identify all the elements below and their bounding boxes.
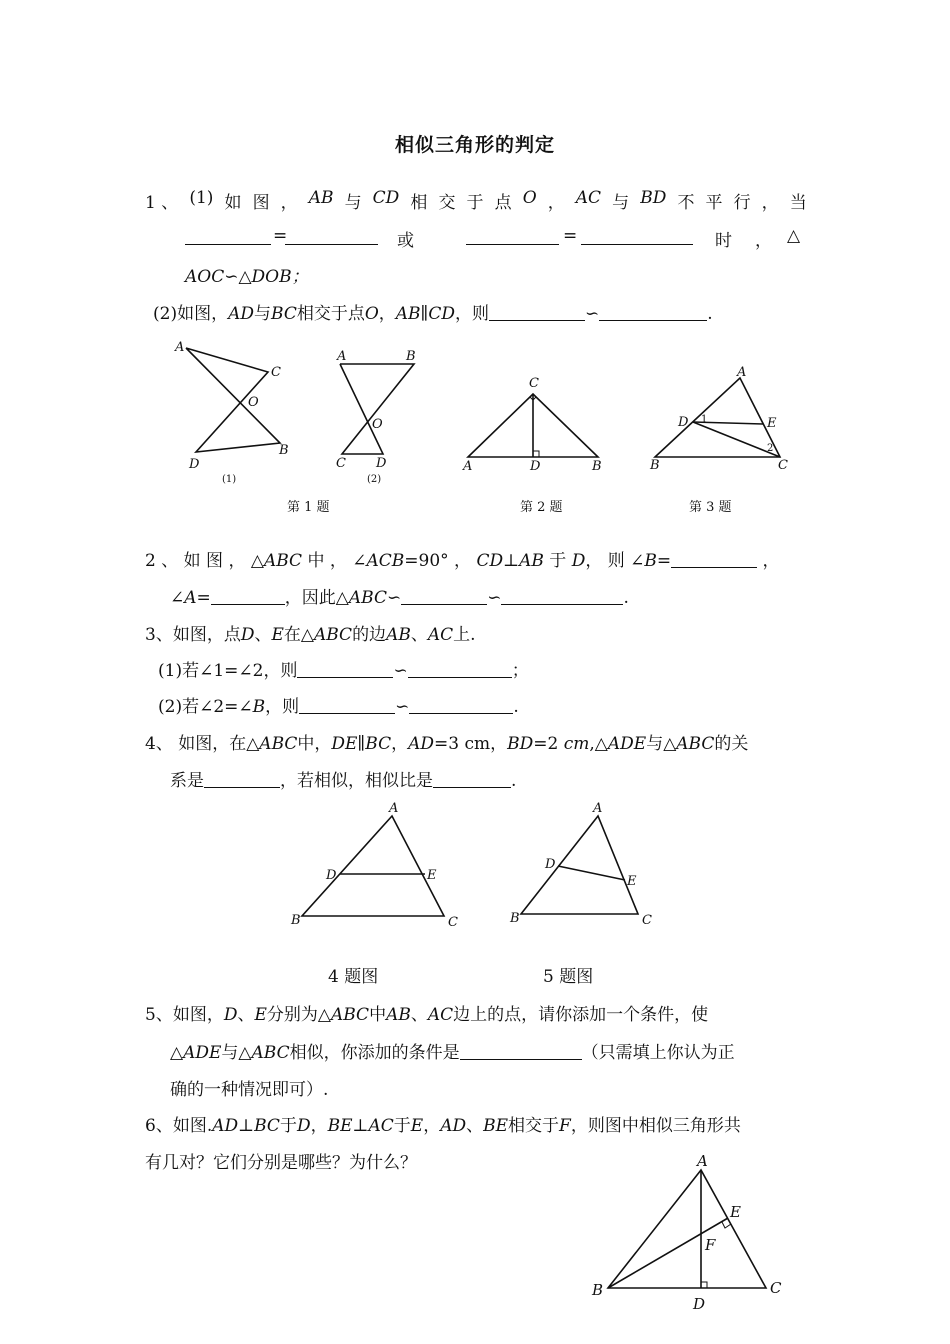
fig1-2-point-o: O — [372, 417, 383, 432]
fig3-point-a: A — [737, 365, 747, 380]
q2-text: ∠A — [170, 588, 197, 608]
fig1-1-label: (1) — [222, 474, 237, 485]
q1-line-1 — [145, 188, 807, 213]
q4-text: BD — [507, 734, 534, 754]
fig6-triangle — [608, 1170, 766, 1288]
figure-3 — [645, 365, 795, 475]
fig6-point-f: F — [705, 1236, 716, 1254]
q2-text: ∽ — [386, 588, 402, 608]
q1-number: 1 、 — [145, 193, 179, 213]
q3-text: 、 — [410, 625, 428, 645]
q2-text: = — [656, 551, 672, 571]
fig1-2-point-c: C — [336, 456, 346, 471]
q6-text: BE — [483, 1116, 509, 1136]
q4-text: . — [511, 771, 517, 791]
fig2-point-d: D — [530, 459, 541, 474]
fig5-point-b: B — [510, 911, 520, 926]
fig4-point-b: B — [291, 913, 301, 928]
q2-line-1 — [145, 546, 780, 571]
fig1-2-point-d: D — [376, 456, 387, 471]
q5-text: AB — [386, 1005, 411, 1025]
q6-line-2: 有几对？它们分别是哪些？为什么？ — [145, 1153, 417, 1173]
fig1-1-point-b: B — [279, 443, 289, 458]
fig1-2-point-b: B — [406, 349, 416, 364]
q3-blank-1[interactable] — [297, 661, 393, 678]
q3-text: . — [513, 697, 519, 717]
q4-blank-1[interactable] — [204, 771, 280, 788]
q1p2-text: 与 — [254, 304, 272, 324]
q2-number: 2 、 — [145, 551, 179, 571]
fig1-1-point-d: D — [189, 457, 200, 472]
q1p2-blank-1[interactable] — [489, 304, 585, 321]
q4-text: ， — [391, 734, 409, 754]
caption-fig4: 4 题图 — [328, 967, 379, 987]
q5-text: D — [223, 1005, 238, 1025]
fig6-point-d: D — [693, 1295, 706, 1313]
fig3-angle-2: 2 — [767, 443, 774, 454]
q6-text: 于 — [393, 1116, 411, 1136]
q1-word: 交 — [438, 193, 456, 213]
q3-text: ，则 — [265, 697, 300, 717]
q1-word: 不 — [677, 193, 695, 213]
q5-text: 5、如图， — [145, 1005, 224, 1025]
q4-text: ADE — [607, 734, 647, 754]
q2-blank-2[interactable] — [211, 588, 285, 605]
q2-text: 中 ， ∠ — [307, 551, 367, 571]
q4-text: ABC — [676, 734, 715, 754]
q1-word: 相 — [410, 193, 428, 213]
q1p2-text: ， — [378, 304, 396, 324]
q1p2-text: . — [707, 304, 713, 324]
q1p2-text: BC — [271, 304, 297, 324]
q1-equals-1: = — [273, 226, 288, 246]
q6-text: D — [296, 1116, 311, 1136]
q5-text: 边上的点，请你添加一个条件，使 — [453, 1005, 709, 1025]
q1-word: 平 — [705, 193, 723, 213]
q1-word: O — [522, 188, 537, 208]
q3-text: ABC — [313, 625, 353, 645]
q1-blank-2[interactable] — [285, 228, 378, 245]
q5-text: ABC — [330, 1005, 370, 1025]
q4-text: DE∥BC — [331, 734, 392, 754]
q3-text: B — [252, 697, 266, 717]
fig1-1-lines — [186, 348, 280, 452]
q2-text: ABC — [263, 551, 303, 571]
q5-text: 分别为△ — [266, 1005, 331, 1025]
q2-text: B — [644, 551, 657, 571]
q3-text: D — [240, 625, 255, 645]
q1-blank-1[interactable] — [185, 228, 271, 245]
q5-line-2 — [170, 1038, 735, 1063]
q4-text: cm — [563, 734, 590, 754]
q1-comma: ， — [755, 231, 772, 251]
q5-text: AC — [427, 1005, 454, 1025]
fig4-point-d: D — [326, 868, 337, 883]
q6-text: 6、如图. — [145, 1116, 213, 1136]
fig5-point-c: C — [642, 913, 652, 928]
q1-word: 于 — [466, 193, 484, 213]
q4-text: ABC — [259, 734, 298, 754]
fig1-1-point-a: A — [175, 340, 185, 355]
q4-text: ，若相似，相似比是 — [280, 771, 433, 791]
q2-text: 于 — [549, 551, 567, 571]
q3-text: (1)若∠1=∠2，则 — [158, 661, 298, 681]
q1-line-3: AOC∽△DOB； — [185, 267, 309, 287]
q1-word: AC — [575, 188, 602, 208]
q2-blank-4[interactable] — [501, 588, 623, 605]
q2-text: =90° ， — [404, 551, 472, 571]
q5-text: 、 — [410, 1005, 428, 1025]
q2-text: ， — [762, 551, 780, 571]
q3-text: 、 — [254, 625, 272, 645]
q2-blank-3[interactable] — [401, 588, 487, 605]
figure-4 — [288, 798, 463, 933]
q1-part2 — [153, 299, 713, 324]
q1-word: 图 — [252, 193, 270, 213]
q6-text: 、 — [466, 1116, 484, 1136]
fig2-point-c: C — [529, 376, 539, 391]
q1p2-text: AB∥CD — [395, 304, 456, 324]
q3-line-1 — [145, 620, 476, 645]
q4-blank-2[interactable] — [433, 771, 511, 788]
q6-text: ， — [423, 1116, 441, 1136]
q1-word: ， — [761, 193, 779, 213]
q1p2-text: (2)如图， — [153, 304, 229, 324]
q1-equals-2: = — [563, 226, 578, 246]
fig5-point-a: A — [593, 801, 603, 816]
fig6-point-b: B — [592, 1281, 604, 1299]
q4-line-2 — [170, 766, 516, 791]
q1-word: 如 — [224, 193, 242, 213]
q2-text: . — [623, 588, 629, 608]
q5-text: E — [254, 1005, 267, 1025]
q1-word: ， — [547, 193, 565, 213]
fig6-point-c: C — [770, 1279, 782, 1297]
q1p2-text: ，则 — [455, 304, 490, 324]
q3-text: AB — [386, 625, 411, 645]
fig1-2-label: (2) — [367, 474, 382, 485]
q6-text: BE⊥AC — [327, 1116, 394, 1136]
q2-line-2 — [170, 583, 629, 608]
q1p2-text: AD — [228, 304, 255, 324]
q1-blank-3[interactable] — [466, 228, 559, 245]
q4-text: ,△ — [589, 734, 608, 754]
q4-text: 4、 如图，在△ — [145, 734, 260, 754]
q4-line-1 — [145, 729, 748, 754]
q6-text: ， — [310, 1116, 328, 1136]
q3-text: AC — [427, 625, 454, 645]
q3-text: E — [271, 625, 284, 645]
q5-text: ADE — [183, 1043, 222, 1063]
q1-blank-4[interactable] — [581, 228, 693, 245]
q3-text: ； — [511, 661, 529, 681]
figure-1-2 — [330, 345, 420, 490]
q6-text: AD⊥BC — [212, 1116, 280, 1136]
q3-part-2 — [158, 692, 519, 717]
q5-text: 、 — [237, 1005, 255, 1025]
fig3-point-c: C — [778, 458, 788, 473]
q5-text: 与△ — [221, 1043, 252, 1063]
q4-text: 的关 — [714, 734, 749, 754]
fig4-point-e: E — [427, 868, 437, 883]
q1-when: 时 — [715, 231, 732, 251]
fig1-1-point-c: C — [271, 365, 281, 380]
fig4-point-a: A — [389, 801, 399, 816]
q1p2-text: 相交于点 — [296, 304, 365, 324]
q5-text: △ — [170, 1043, 184, 1063]
q2-text: D — [571, 551, 586, 571]
q4-text: 与△ — [646, 734, 677, 754]
q5-text: ABC — [251, 1043, 290, 1063]
caption-q1: 第 1 题 — [287, 500, 330, 515]
fig6-right-angle-d — [701, 1282, 707, 1288]
q5-text: 相似，你添加的条件是 — [289, 1043, 460, 1063]
fig5-point-d: D — [545, 857, 556, 872]
q4-text: =2 — [533, 734, 559, 754]
q1p2-blank-2[interactable] — [599, 304, 707, 321]
fig2-point-a: A — [463, 459, 473, 474]
q3-text: (2)若∠2=∠ — [158, 697, 253, 717]
fig3-point-e: E — [767, 416, 777, 431]
q6-text: E — [410, 1116, 424, 1136]
q2-text: ∽ — [487, 588, 502, 608]
q1-word: CD — [372, 188, 400, 208]
page-title: 相似三角形的判定 — [394, 134, 555, 156]
q2-text: ， 则 ∠ — [585, 551, 645, 571]
fig6-point-e: E — [730, 1203, 741, 1221]
fig3-point-b: B — [650, 458, 660, 473]
q4-text: 中， — [297, 734, 332, 754]
fig5-line-de — [558, 866, 625, 880]
q5-text: （只需填上你认为正 — [581, 1043, 735, 1063]
fig3-angle-1: 1 — [701, 414, 708, 425]
q3-text: ∽ — [393, 661, 408, 681]
fig4-point-c: C — [448, 915, 458, 930]
q3-text: 的边 — [352, 625, 387, 645]
q3-blank-4[interactable] — [409, 697, 513, 714]
q5-text: 中 — [369, 1005, 387, 1025]
q6-text: F — [559, 1116, 571, 1136]
q2-text: = — [196, 588, 211, 608]
q5-blank[interactable] — [460, 1043, 582, 1060]
q4-text: AD — [408, 734, 435, 754]
fig5-point-e: E — [627, 874, 637, 889]
q1-word: 行 — [733, 193, 751, 213]
q1p2-text: O — [364, 304, 379, 324]
q1-triangle-symbol: △ — [787, 226, 801, 246]
fig6-point-a: A — [697, 1152, 708, 1170]
q1-word: 与 — [344, 193, 362, 213]
q4-text: 系是 — [170, 771, 204, 791]
caption-q3: 第 3 题 — [689, 500, 732, 515]
q3-text: 上. — [453, 625, 476, 645]
fig2-point-b: B — [592, 459, 602, 474]
q3-text: 在△ — [283, 625, 314, 645]
q6-text: ，则图中相似三角形共 — [570, 1116, 741, 1136]
q5-line-1 — [145, 1000, 708, 1025]
fig1-2-point-a: A — [337, 349, 347, 364]
q1-word: 当 — [789, 193, 807, 213]
fig3-triangle — [655, 378, 780, 457]
fig4-triangle — [302, 816, 444, 916]
q2-text: 如 图 ， △ — [183, 551, 264, 571]
q2-text: ，因此△ — [284, 588, 349, 608]
figure-2 — [460, 372, 605, 472]
q5-line-3: 确的一种情况即可）. — [170, 1080, 329, 1100]
figure-1-1 — [170, 340, 300, 490]
q2-text: ABC — [348, 588, 387, 608]
q6-text: AD — [440, 1116, 467, 1136]
q2-text: CD⊥AB — [476, 551, 544, 571]
q1-word: BD — [640, 188, 667, 208]
q6-text: 于 — [279, 1116, 297, 1136]
caption-fig5: 5 题图 — [543, 967, 594, 987]
q3-text: 3、如图，点 — [145, 625, 241, 645]
fig2-right-angle-mark — [533, 451, 539, 457]
q3-blank-3[interactable] — [299, 697, 395, 714]
q2-text: ACB — [366, 551, 405, 571]
caption-q2: 第 2 题 — [520, 500, 563, 515]
q1-word: AB — [308, 188, 334, 208]
q1-word: 点 — [494, 193, 512, 213]
q3-text: ∽ — [395, 697, 410, 717]
fig5-triangle — [521, 816, 638, 914]
q2-blank-1[interactable] — [671, 551, 757, 568]
q4-text: =3 cm， — [434, 734, 508, 754]
q1-word: ， — [280, 193, 298, 213]
q3-blank-2[interactable] — [408, 661, 512, 678]
q1-part1-label: (1) — [189, 188, 214, 208]
fig3-point-d: D — [678, 415, 689, 430]
q6-line-1 — [145, 1111, 741, 1136]
fig1-2-lines — [340, 364, 414, 454]
q1p2-similar-symbol: ∽ — [585, 304, 600, 324]
q1-or: 或 — [397, 231, 414, 251]
figure-5 — [508, 798, 658, 933]
fig1-1-point-o: O — [248, 395, 259, 410]
q6-text: 相交于 — [508, 1116, 560, 1136]
figure-6 — [588, 1152, 793, 1332]
q3-part-1 — [158, 656, 529, 681]
q1-word: 与 — [612, 193, 630, 213]
